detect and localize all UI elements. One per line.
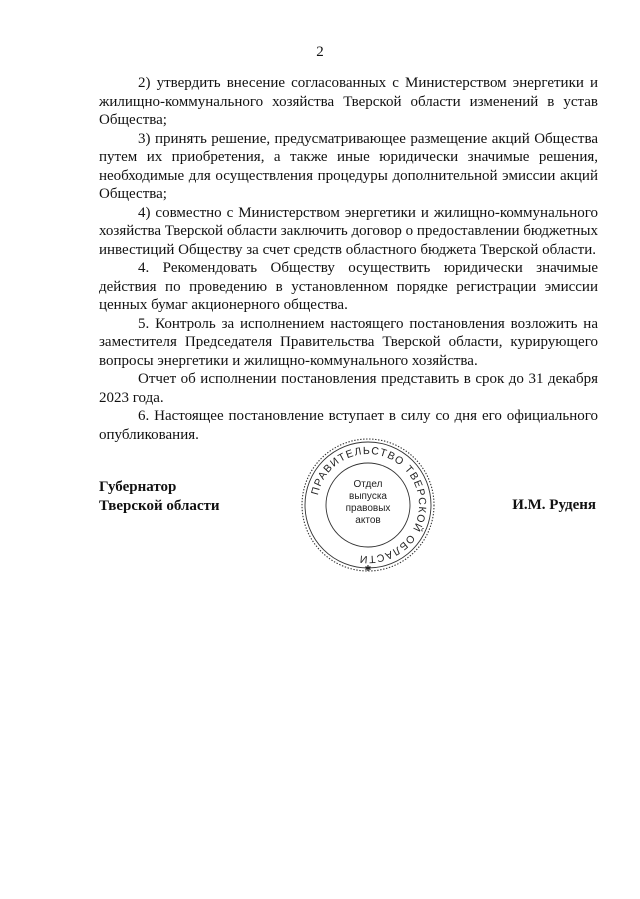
- signer-title: [99, 478, 220, 516]
- document-body: [99, 74, 598, 444]
- signature-block: [99, 444, 598, 580]
- signer-name: И.М. Руденя: [512, 497, 596, 513]
- paragraph-item-4: 4) совместно с Министерством энергетики и жилищно-коммунального хозяйства Тверской области заключить договор о предоставлении бюджетных инвестиций Обществу за счет средств областного бюджета Тверской области.: [99, 204, 598, 258]
- seal-center-line: правовых: [345, 503, 391, 514]
- signer-title-line2: Тверской области: [99, 498, 220, 514]
- paragraph-effective-date: 6. Настоящее постановление вступает в силу со дня его официального опубликования.: [99, 408, 598, 443]
- seal-center-line: выпуска: [349, 491, 387, 502]
- paragraph-item-3: 3) принять решение, предусматривающее размещение акций Общества путем их приобретения, а также иные юридически значимые решения, необходимые для осуществления процедуры дополнительной эмиссии акций Общества;: [99, 130, 598, 202]
- seal-center-text: [298, 479, 438, 527]
- page-number: 2: [316, 44, 324, 60]
- seal-center-line: Отдел: [353, 479, 383, 490]
- paragraph-recommendation: 4. Рекомендовать Обществу осуществить юридически значимые действия по проведению в установленном порядке регистрации эмиссии ценных бумаг акционерного общества.: [99, 260, 598, 313]
- official-seal: [298, 435, 438, 575]
- seal-ring-text-path: ПРАВИТЕЛЬСТВО ТВЕРСКОЙ ОБЛАСТИ: [309, 444, 429, 566]
- seal-center-line: актов: [355, 515, 381, 526]
- paragraph-report: Отчет об исполнении постановления представить в срок до 31 декабря 2023 года.: [99, 371, 598, 406]
- paragraph-control: 5. Контроль за исполнением настоящего постановления возложить на заместителя Председателя Правительства Тверской области, курирующего вопросы энергетики и жилищно-коммунального хозяйства.: [99, 315, 598, 369]
- seal-star-icon: ✱: [364, 564, 372, 573]
- signer-title-line1: Губернатор: [99, 479, 177, 495]
- paragraph-item-2: 2) утвердить внесение согласованных с Министерством энергетики и жилищно-коммунального хозяйства Тверской области изменений в устав Общества;: [99, 75, 598, 128]
